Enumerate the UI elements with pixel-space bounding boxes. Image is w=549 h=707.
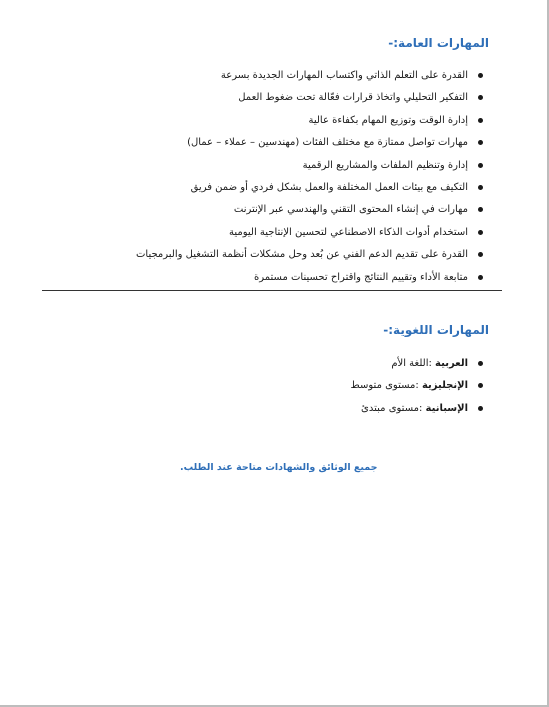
language-level: :مستوى متوسط <box>350 380 419 392</box>
skill-text: متابعة الأداء وتقييم النتائج واقتراح تحسينات مستمرة <box>253 271 468 283</box>
list-item <box>136 178 468 200</box>
skill-text: إدارة وتنظيم الملفات والمشاريع الرقمية <box>302 159 468 171</box>
skill-text: القدرة على تقديم الدعم الفني عن بُعد وحل مشكلات أنظمة التشغيل والبرمجيات <box>135 249 468 261</box>
language-item <box>351 354 468 376</box>
bullet-icon <box>478 185 483 190</box>
list-item <box>136 223 468 245</box>
language-level: :مستوى مبتدئ <box>361 402 423 414</box>
bullet-icon <box>478 140 483 145</box>
language-item <box>351 376 468 398</box>
general-skills-heading: المهارات العامة:- <box>388 36 489 50</box>
general-skills-list <box>136 66 468 290</box>
skill-text: إدارة الوقت وتوزيع المهام بكفاءة عالية <box>308 114 468 126</box>
list-item <box>136 133 468 155</box>
language-name: الإنجليزية <box>421 380 468 392</box>
language-skills-heading: المهارات اللغوية:- <box>383 323 489 337</box>
bullet-icon <box>478 163 483 168</box>
list-item <box>136 200 468 222</box>
skill-text: القدرة على التعلم الذاتي واكتساب المهارات الجديدة بسرعة <box>220 70 468 81</box>
bullet-icon <box>478 361 483 366</box>
skill-text: التكيف مع بيئات العمل المختلفة والعمل بشكل فردي أو ضمن فريق <box>190 181 468 193</box>
language-skills-list <box>351 354 468 421</box>
skill-text: مهارات في إنشاء المحتوى التقني والهندسي عبر الإنترنت <box>233 204 468 216</box>
bullet-icon <box>478 73 483 78</box>
language-name: العربية <box>435 358 468 369</box>
skill-text: مهارات تواصل ممتازة مع مختلف الفئات (مهندسين – عملاء – عمال) <box>187 137 468 149</box>
bullet-icon <box>478 252 483 257</box>
list-item <box>136 111 468 133</box>
documents-availability-note: جميع الوثائق والشهادات متاحة عند الطلب. <box>180 462 378 473</box>
bullet-icon <box>478 406 483 411</box>
language-name: الإسبانية <box>425 402 468 414</box>
section-divider <box>42 290 502 291</box>
language-item <box>351 399 468 421</box>
bullet-icon <box>478 383 483 388</box>
skill-text: التفكير التحليلي واتخاذ قرارات فعّالة تحت ضغوط العمل <box>238 92 468 104</box>
bullet-icon <box>478 275 483 280</box>
bullet-icon <box>478 207 483 212</box>
skill-text: استخدام أدوات الذكاء الاصطناعي لتحسين الإنتاجية اليومية <box>228 226 468 238</box>
list-item <box>136 156 468 178</box>
list-item <box>136 66 468 88</box>
bullet-icon <box>478 230 483 235</box>
language-level: :اللغة الأم <box>391 358 432 369</box>
bullet-icon <box>478 118 483 123</box>
bullet-icon <box>478 95 483 100</box>
list-item <box>136 268 468 290</box>
list-item <box>136 88 468 110</box>
list-item <box>136 245 468 267</box>
